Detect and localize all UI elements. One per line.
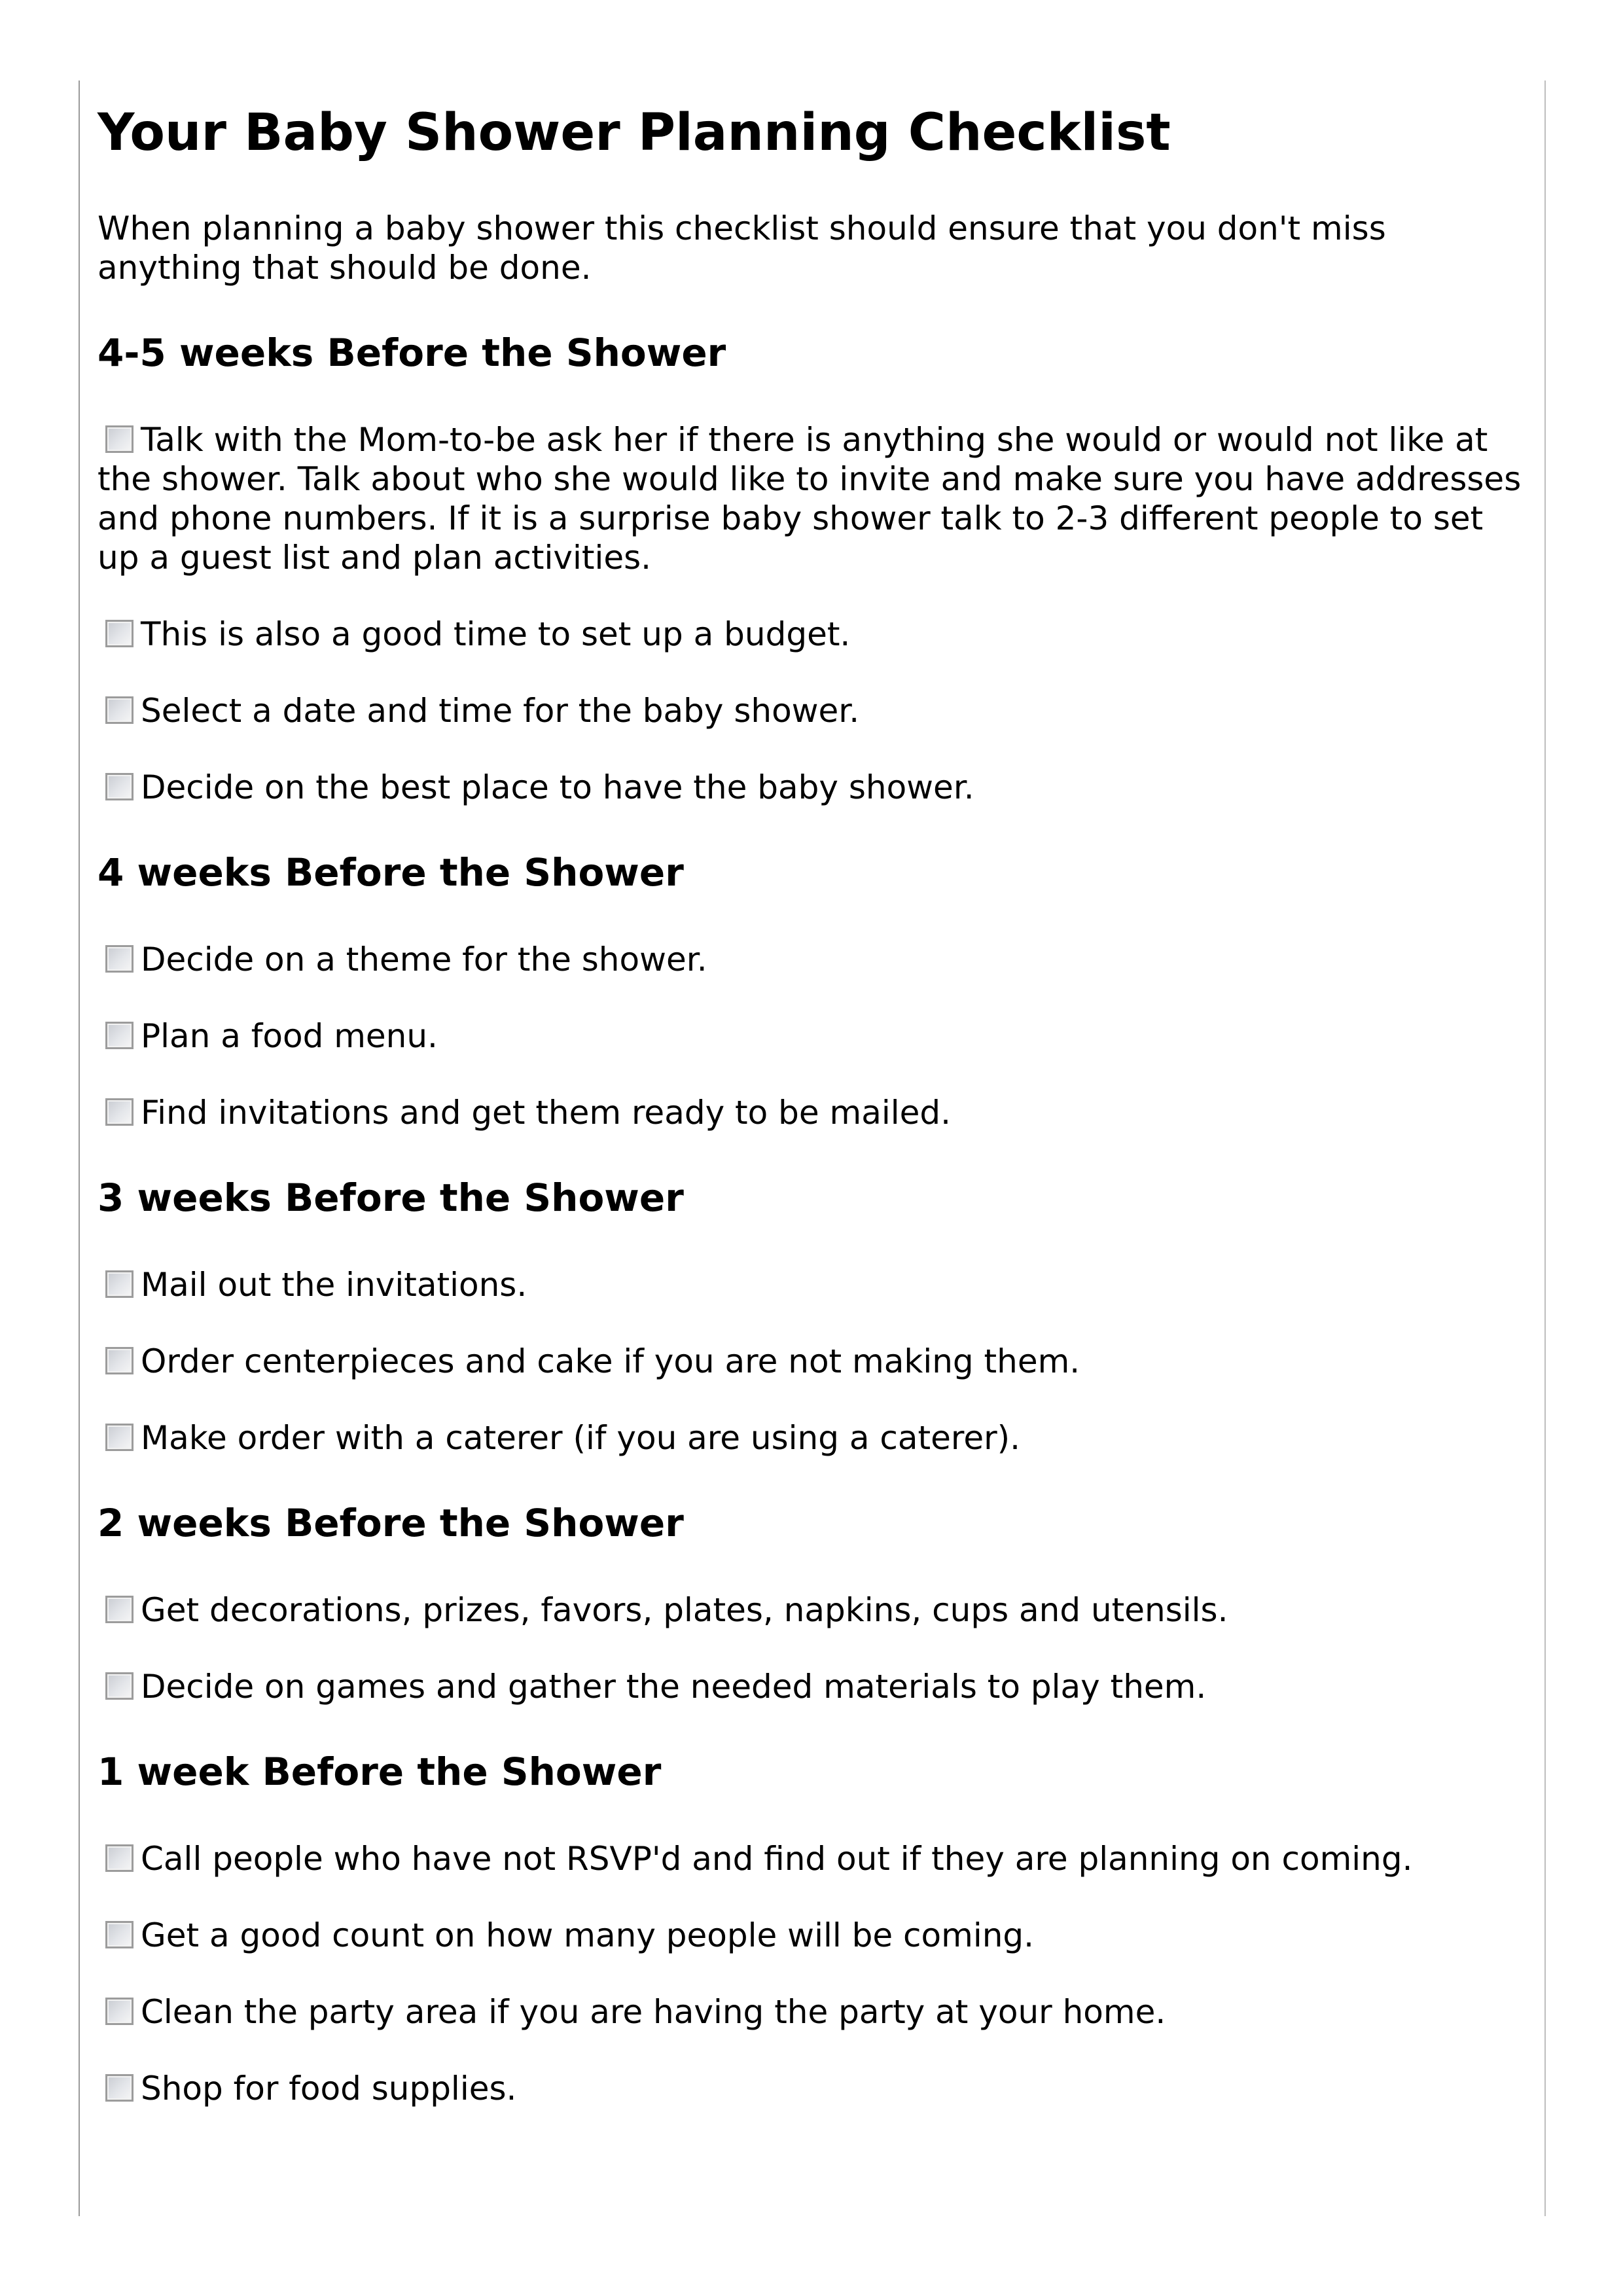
- checkbox-icon[interactable]: [105, 1098, 134, 1126]
- checklist-item: [98, 691, 1525, 730]
- section-items: [98, 1839, 1525, 2108]
- checkbox-icon[interactable]: [105, 1596, 134, 1623]
- checklist-item: [98, 1418, 1525, 1458]
- section-items: [98, 420, 1525, 807]
- checklist-item-label: Decide on a theme for the shower.: [141, 941, 707, 978]
- checklist-item-label: Talk with the Mom-to-be ask her if there is anything she would or would not like at the shower. Talk about who she would like to invite and make sure you have addresses and phone numbers. If it is a surprise baby shower talk to 2-3 different people to set up a guest list and plan activities.: [98, 421, 1522, 577]
- checklist-sections: [98, 330, 1525, 2108]
- checkbox-icon[interactable]: [105, 425, 134, 453]
- checklist-item-label: Shop for food supplies.: [141, 2070, 517, 2108]
- checklist-item-label: Decide on games and gather the needed materials to play them.: [141, 1668, 1207, 1706]
- checkbox-icon[interactable]: [105, 1921, 134, 1948]
- checklist-item-label: Make order with a caterer (if you are using a caterer).: [141, 1419, 1021, 1457]
- section-heading: 2 weeks Before the Shower: [98, 1501, 684, 1545]
- checklist-item-label: Get a good count on how many people will be coming.: [141, 1916, 1035, 1954]
- section-heading: 3 weeks Before the Shower: [98, 1175, 684, 1220]
- checkbox-icon[interactable]: [105, 1347, 134, 1374]
- checkbox-icon[interactable]: [105, 1424, 134, 1451]
- checklist-item: [98, 768, 1525, 807]
- checkbox-icon[interactable]: [105, 2074, 134, 2102]
- checklist-item-label: Find invitations and get them ready to be mailed.: [141, 1094, 952, 1132]
- checkbox-icon[interactable]: [105, 620, 134, 647]
- checklist-item: [98, 1992, 1525, 2032]
- checkbox-icon[interactable]: [105, 773, 134, 800]
- checklist-item-label: Call people who have not RSVP'd and find out if they are planning on coming.: [141, 1840, 1413, 1878]
- section-items: [98, 1590, 1525, 1706]
- checklist-page: [79, 81, 1546, 2216]
- checkbox-icon[interactable]: [105, 1844, 134, 1872]
- checklist-item-label: Select a date and time for the baby shower.: [141, 692, 860, 730]
- checkbox-icon[interactable]: [105, 945, 134, 973]
- checklist-item: [98, 1916, 1525, 1955]
- checklist-item: [98, 1667, 1525, 1706]
- checklist-item-label: Get decorations, prizes, favors, plates, napkins, cups and utensils.: [141, 1591, 1228, 1629]
- checkbox-icon[interactable]: [105, 1022, 134, 1049]
- checklist-item: [98, 1016, 1525, 1056]
- checklist-item-label: Plan a food menu.: [141, 1017, 438, 1055]
- checklist-item: [98, 615, 1525, 654]
- checklist-item-label: Order centerpieces and cake if you are not making them.: [141, 1342, 1080, 1380]
- checklist-item: [98, 1265, 1525, 1304]
- checklist-item: [98, 2069, 1525, 2108]
- section-items: [98, 940, 1525, 1132]
- checklist-item-label: This is also a good time to set up a budget.: [141, 615, 851, 653]
- section-heading: 1 week Before the Shower: [98, 1749, 662, 1794]
- checkbox-icon[interactable]: [105, 1672, 134, 1700]
- checklist-item-label: Clean the party area if you are having the party at your home.: [141, 1993, 1166, 2031]
- checkbox-icon[interactable]: [105, 696, 134, 724]
- section-heading: 4 weeks Before the Shower: [98, 850, 684, 895]
- checklist-item: [98, 1590, 1525, 1630]
- checklist-item: [98, 420, 1525, 577]
- page-title: Your Baby Shower Planning Checklist: [98, 103, 1171, 162]
- checklist-item: [98, 1342, 1525, 1381]
- checkbox-icon[interactable]: [105, 1998, 134, 2025]
- checklist-item-label: Decide on the best place to have the baby shower.: [141, 768, 974, 806]
- checklist-item-label: Mail out the invitations.: [141, 1266, 527, 1304]
- checklist-item: [98, 1839, 1525, 1878]
- section-heading: 4-5 weeks Before the Shower: [98, 331, 726, 375]
- checkbox-icon[interactable]: [105, 1270, 134, 1298]
- checklist-item: [98, 940, 1525, 979]
- checklist-item: [98, 1093, 1525, 1132]
- intro-text: When planning a baby shower this checklist should ensure that you don't miss anything that should be done.: [98, 209, 1386, 287]
- section-items: [98, 1265, 1525, 1458]
